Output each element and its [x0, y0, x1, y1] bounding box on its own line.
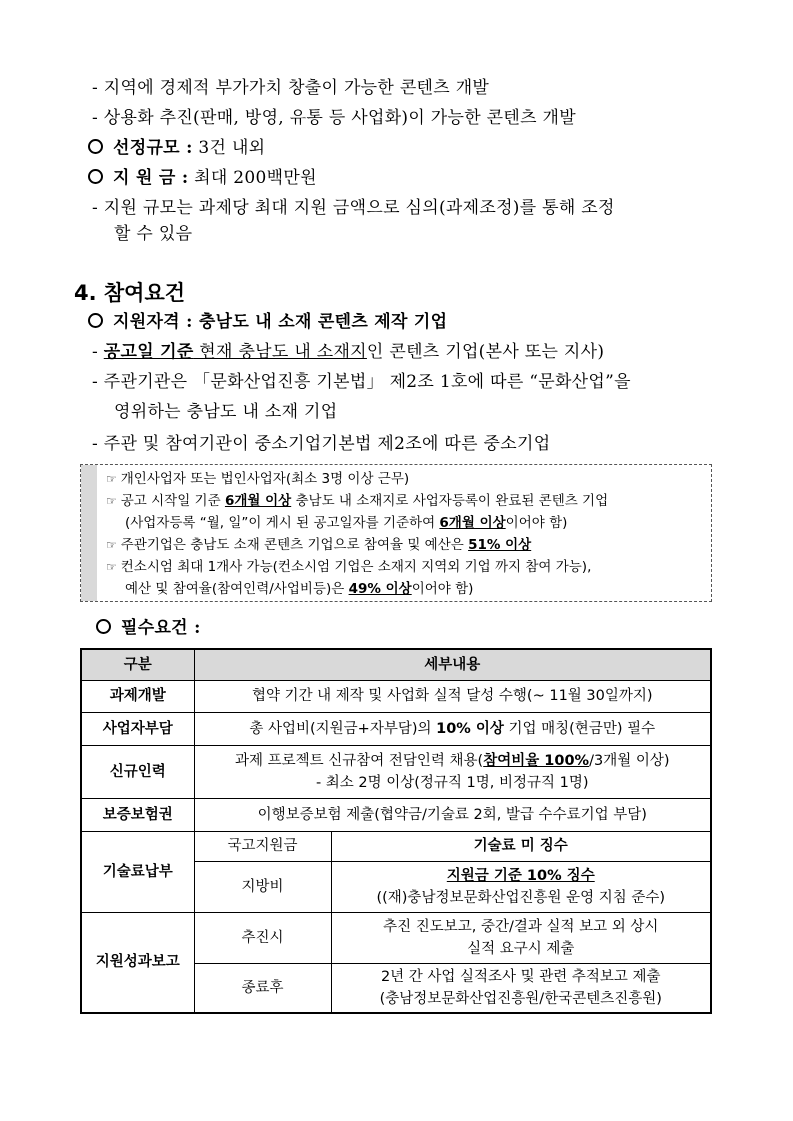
header-category: 구분 — [81, 649, 194, 680]
hand-pointer-icon: ☞ — [106, 538, 117, 552]
note-line-5: ☞ 컨소시엄 최대 1개사 가능(컨소시엄 기업은 소재지 지역외 기업 까지 참여 가능), — [106, 559, 592, 575]
table-row: 신규인력 과제 프로젝트 신규참여 전담인력 채용(참여비율 100%/3개월 이상) - 최소 2명 이상(정규직 1명, 비정규직 1명) — [81, 745, 711, 798]
qualification-item-2-cont: 영위하는 충남도 내 소재 기업 — [114, 402, 338, 422]
hand-pointer-icon: ☞ — [106, 494, 117, 508]
hand-pointer-icon: ☞ — [106, 472, 117, 486]
table-row: 지방비 지원금 기준 10% 징수 ((재)충남정보문화산업진흥원 운영 지침 준수) — [81, 861, 711, 912]
bullet-economic-value: - 지역에 경제적 부가가치 창출이 가능한 콘텐츠 개발 — [92, 78, 490, 98]
bullet-commercialization: - 상용화 추진(판매, 방영, 유통 등 사업화)이 가능한 콘텐츠 개발 — [92, 108, 576, 128]
qualification-item-1: - 공고일 기준 현재 충남도 내 소재지인 콘텐츠 기업(본사 또는 지사) — [92, 342, 605, 362]
requirements-table — [80, 648, 712, 1014]
note-line-3: (사업자등록 “월, 일”이 게시 된 공고일자를 기준하여 6개월 이상이어야 함) — [125, 515, 568, 531]
table-header-row — [81, 649, 711, 680]
required-heading: 필수요건 : — [96, 616, 201, 640]
note-line-4: ☞ 주관기업은 충남도 소재 콘텐츠 기업으로 참여율 및 예산은 51% 이상 — [106, 537, 532, 553]
table-row: 과제개발 협약 기간 내 제작 및 사업화 실적 달성 수행(~ 11월 30일까지) — [81, 680, 711, 712]
grant-note: - 지원 규모는 과제당 최대 지원 금액으로 심의(과제조정)를 통해 조정 — [92, 198, 615, 218]
table-row: 종료후 2년 간 사업 실적조사 및 관련 추적보고 제출 (충남정보문화산업진흥원/한국콘텐츠진흥원) — [81, 963, 711, 1013]
note-line-1: ☞ 개인사업자 또는 법인사업자(최소 3명 이상 근무) — [106, 471, 410, 487]
circle-bullet-icon — [88, 313, 103, 328]
header-details: 세부내용 — [194, 649, 711, 680]
qualification-item-3: - 주관 및 참여기관이 중소기업기본법 제2조에 따른 중소기업 — [92, 434, 551, 454]
circle-bullet-icon — [88, 169, 103, 184]
table-row: 지원성과보고 추진시 추진 진도보고, 중간/결과 실적 보고 외 상시 실적 요구시 제출 — [81, 912, 711, 963]
table-row: 보증보험권 이행보증보험 제출(협약금/기술료 2회, 발급 수수료기업 부담) — [81, 798, 711, 831]
grant-amount: 지 원 금 : 최대 200백만원 — [88, 166, 317, 190]
section-title: 4. 참여요건 — [74, 281, 186, 305]
circle-bullet-icon — [88, 139, 103, 154]
hand-pointer-icon: ☞ — [106, 560, 117, 574]
table-row: 사업자부담 총 사업비(지원금+자부담)의 10% 이상 기업 매칭(현금만) 필수 — [81, 712, 711, 745]
note-line-2: ☞ 공고 시작일 기준 6개월 이상 충남도 내 소재지로 사업자등록이 완료된 콘텐츠 기업 — [106, 493, 609, 509]
note-line-6: 예산 및 참여율(참여인력/사업비등)은 49% 이상이어야 함) — [125, 581, 474, 597]
circle-bullet-icon — [96, 619, 111, 634]
table-row: 기술료납부 국고지원금 기술료 미 징수 — [81, 831, 711, 861]
qualification-heading: 지원자격 : 충남도 내 소재 콘텐츠 제작 기업 — [88, 310, 447, 334]
notes-box — [80, 464, 712, 602]
selection-scale: 선정규모 : 3건 내외 — [88, 136, 265, 160]
qualification-item-2: - 주관기관은 「문화산업진흥 기본법」 제2조 1호에 따른 “문화산업”을 — [92, 372, 631, 392]
notes-side-bar — [81, 465, 97, 601]
grant-note-cont: 할 수 있음 — [114, 224, 193, 244]
